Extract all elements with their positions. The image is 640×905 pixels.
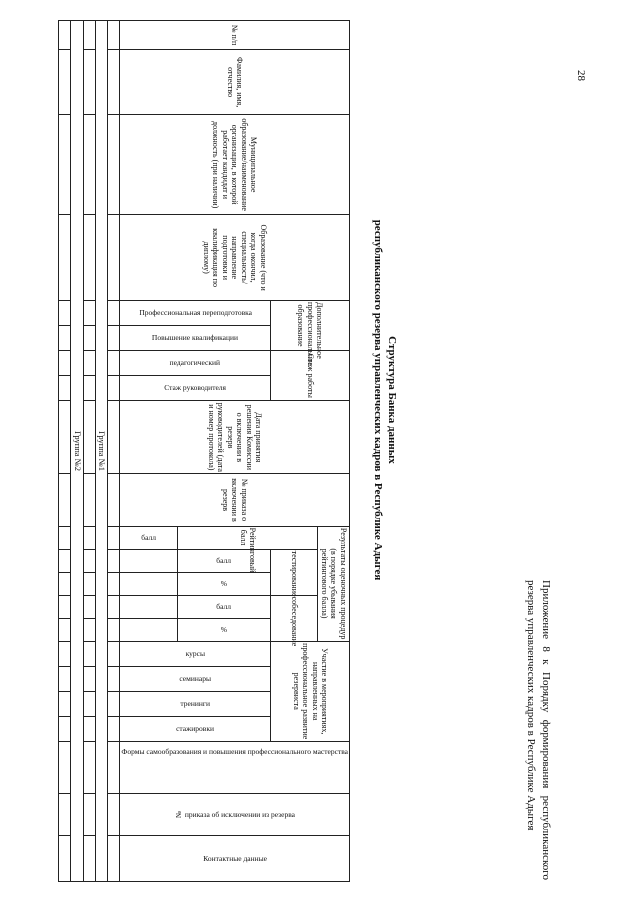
data-bank-table xyxy=(58,20,350,882)
header-interview: собеседование xyxy=(271,595,318,641)
header-contacts: Контактные данные xyxy=(202,853,267,863)
table-row xyxy=(59,21,71,882)
header-experience: Стаж работы xyxy=(271,351,350,401)
header-education: Образование (что и когда окончил, специальность/направление подготовки и квалификация по диплому) xyxy=(120,215,350,301)
header-rating: Рейтинговый балл xyxy=(178,526,318,549)
group-row-1 xyxy=(95,21,108,882)
header-ev-intern: стажировки xyxy=(176,724,215,734)
header-int-percent: % xyxy=(221,624,228,634)
header-rating-ball: балл xyxy=(141,532,157,542)
header-fio: Фамилия, имя, отчество xyxy=(120,50,350,115)
header-exclusion: № приказа об исключении из резерва xyxy=(174,809,296,819)
header-date: Дата принятия решения Комиссии о включении в резерв руководителей (дата и номер протокола) xyxy=(120,401,350,474)
document-title xyxy=(371,200,399,600)
header-int-ball: балл xyxy=(216,601,232,611)
document-sheet xyxy=(0,10,557,890)
header-test-percent: % xyxy=(221,578,228,588)
header-results: Результаты оценочных процедур (в порядке убывания рейтингового балла) xyxy=(320,527,348,640)
header-addl-edu: Дополнительное профессиональное образование xyxy=(271,300,350,350)
header-num: № п/п xyxy=(120,21,350,50)
header-ev-courses: курсы xyxy=(185,648,205,658)
title-line-1: Структура Банка данных xyxy=(386,336,398,464)
header-addl-edu-sub2: Повышение квалификации xyxy=(152,333,239,343)
header-exp-sub1: педагогический xyxy=(170,358,221,368)
header-addl-edu-sub1: Профессиональная переподготовка xyxy=(138,308,252,318)
table-row xyxy=(83,21,95,882)
header-events: Участие в мероприятиях, направленных на профессиональное развитие резервиста xyxy=(271,641,350,741)
header-test-ball: балл xyxy=(216,555,232,565)
header-order: № приказа о включении в резерв xyxy=(120,474,350,526)
group-2-label: Группа №2 xyxy=(71,21,84,882)
header-municipal: Муниципальное образование/наименование организации, в которой работает кандидат и должность (при наличии) xyxy=(120,115,350,215)
group-row-2 xyxy=(71,21,84,882)
header-self-edu: Формы самообразования и повышения профессионального мастерства xyxy=(121,747,348,757)
group-1-label: Группа №1 xyxy=(95,21,108,882)
appendix-note: Приложение 8 к Порядку формирования республиканского резерва управленческих кадров в Республике Адыгея xyxy=(525,580,552,880)
header-ev-trainings: тренинги xyxy=(180,698,211,708)
page-number: 28 xyxy=(575,70,587,81)
header-testing: тестирование xyxy=(271,549,318,595)
header-ev-seminars: семинары xyxy=(179,673,212,683)
header-exp-sub2: Стаж руководителя xyxy=(164,383,227,393)
title-line-2: республиканского резерва управленческих кадров в Республике Адыгея xyxy=(372,219,384,581)
table-row xyxy=(108,21,120,882)
